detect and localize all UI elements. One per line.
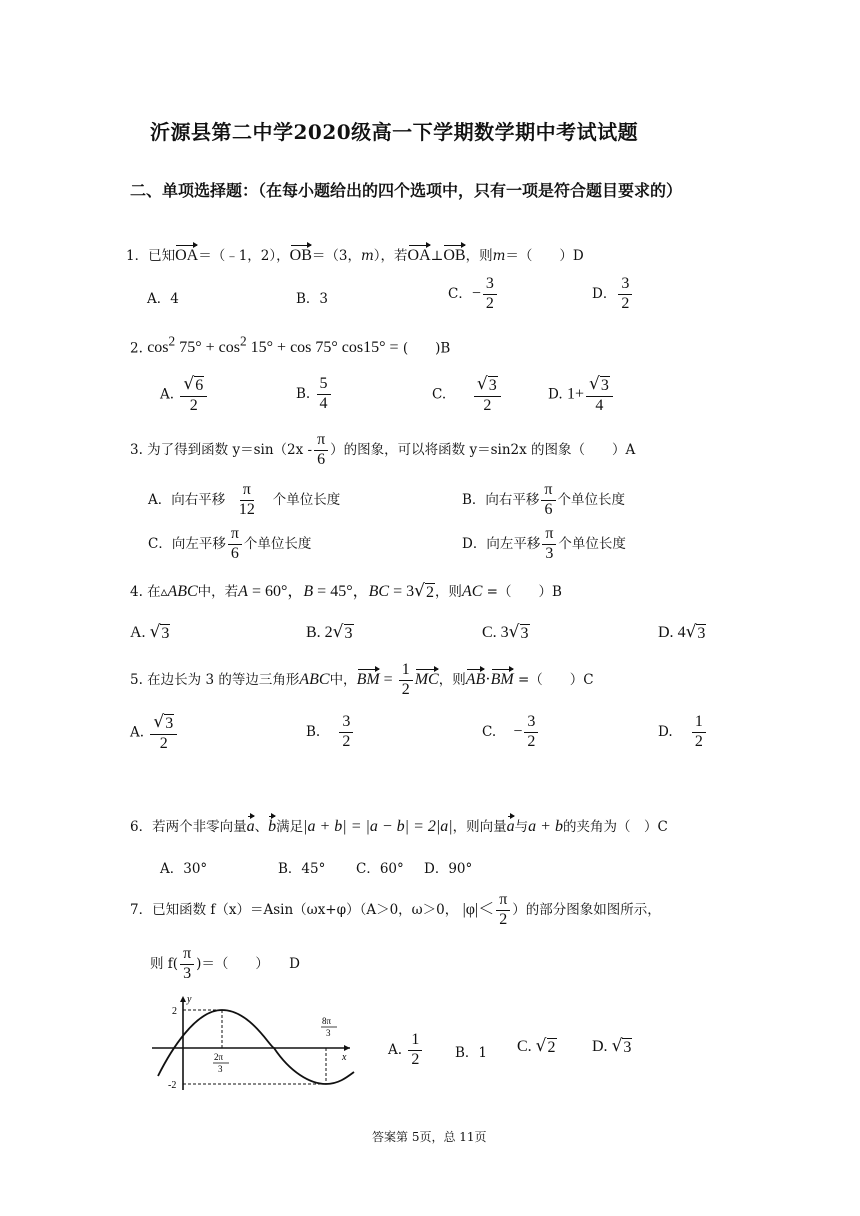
numerator: 1 xyxy=(408,1032,422,1051)
angle: 75° xyxy=(179,339,202,357)
radicand: 3 xyxy=(165,715,174,732)
option-label: A. xyxy=(130,724,145,741)
denominator: 6 xyxy=(317,450,326,468)
equals: = xyxy=(379,670,397,688)
q1-text: ），若 xyxy=(373,248,408,264)
vector-ob: OB xyxy=(290,243,312,265)
y-min-label: -2 xyxy=(168,1080,177,1091)
denominator: 2 xyxy=(189,396,198,414)
q2-option-d xyxy=(548,376,615,414)
one-plus: 1+ xyxy=(566,385,584,403)
q2-answer: ( )B xyxy=(402,340,451,357)
q4-option-b: B. 2 √ 3 xyxy=(306,622,353,642)
q6-option-c: C．60° xyxy=(356,861,404,877)
question-5 xyxy=(130,662,594,699)
condition-expression: |a + b| = |a − b| = 2|a| xyxy=(303,818,453,835)
angle: 15° xyxy=(250,339,274,357)
fraction: √ 3 4 xyxy=(586,376,613,414)
q3-option-d xyxy=(462,526,626,563)
numerator: 3 xyxy=(618,276,632,295)
denominator: 2 xyxy=(485,294,494,312)
fraction xyxy=(317,376,331,413)
denominator: 2 xyxy=(342,732,351,750)
option-label: B. xyxy=(306,723,321,740)
var-b: B xyxy=(303,583,314,600)
triangle-symbol: ▵ xyxy=(160,584,168,600)
option-label: D. xyxy=(548,386,563,403)
q7-option-b: B．1 xyxy=(455,1045,488,1061)
coefficient: 4 xyxy=(677,624,686,641)
denominator: 6 xyxy=(230,544,239,562)
fraction xyxy=(339,714,353,751)
option-label: D. xyxy=(658,723,673,740)
fraction xyxy=(618,276,632,313)
fraction: √ 6 2 xyxy=(180,376,207,414)
vector-oa: OA xyxy=(175,243,198,265)
radicand: 2 xyxy=(425,584,434,601)
page-footer: 答案第 5页，总 11页 xyxy=(372,1130,487,1144)
fraction xyxy=(524,714,538,751)
x-tick-2pi3-num: 2π xyxy=(214,1052,224,1062)
var-a: A xyxy=(238,583,248,600)
q2-option-a xyxy=(160,376,209,414)
q3-option-a xyxy=(148,482,340,519)
denominator: 2 xyxy=(401,680,410,698)
vector-oa: OA xyxy=(408,243,431,265)
exponent: 2 xyxy=(168,334,176,349)
vector-a: a xyxy=(507,814,515,836)
option-label: D．向左平移 xyxy=(462,535,541,552)
question-3 xyxy=(130,432,635,469)
numerator: 3 xyxy=(524,714,538,733)
dot: · xyxy=(485,670,491,688)
perp-symbol: ⊥ xyxy=(430,248,444,264)
vector-mc: MC xyxy=(415,667,439,689)
section-heading: 二、单项选择题：（在每小题给出的四个选项中，只有一项是符合题目要求的） xyxy=(130,181,683,200)
denominator: 2 xyxy=(411,1050,420,1068)
q4-text: 4. 在 xyxy=(130,584,161,600)
minus-sign: − xyxy=(471,284,481,302)
denominator: 3 xyxy=(183,964,192,982)
option-label: C. xyxy=(432,386,447,403)
cos-fn: cos xyxy=(147,339,169,357)
fraction xyxy=(541,482,555,519)
fraction xyxy=(496,892,510,929)
cos15: cos15° xyxy=(341,339,386,357)
denominator: 6 xyxy=(544,500,553,518)
option-label: D. xyxy=(592,1038,608,1055)
question-4: 4. 在▵ABC中，若A = 60°，B = 45°，BC = 3 √ 2 ，则AC =（ ）B xyxy=(130,581,562,601)
q1-text: ＝（﹣1，2）， xyxy=(198,248,290,264)
q7-answer: )＝（ ） D xyxy=(196,955,300,972)
y-label: y xyxy=(187,994,192,1005)
phi-condition: |φ|＜ xyxy=(462,900,495,918)
question-6 xyxy=(130,814,668,836)
numerator: π xyxy=(314,432,328,451)
fraction: √ 3 2 xyxy=(474,376,501,414)
q1-option-a: A．4 xyxy=(147,291,179,307)
q6-answer: 的夹角为（ ）C xyxy=(562,819,668,835)
vector-b: b xyxy=(268,814,276,836)
q6-option-b: B．45° xyxy=(278,861,326,877)
option-text: 个单位长度 xyxy=(557,491,625,508)
q5-option-a xyxy=(130,714,179,752)
denominator: 4 xyxy=(595,396,604,414)
option-label: A. xyxy=(130,624,146,641)
x-axis-arrow xyxy=(344,1045,350,1051)
numerator: 3 xyxy=(339,714,353,733)
q3-text: ）的图象，可以将函数 y＝sin2x 的图象（ ）A xyxy=(330,441,636,458)
q4-answer: =（ ）B xyxy=(482,584,562,600)
fraction xyxy=(692,714,706,751)
q1-answer: ＝（ ）D xyxy=(505,248,584,264)
q1-text: ＝（3， xyxy=(311,248,361,264)
denominator: 4 xyxy=(319,394,328,412)
question-1 xyxy=(126,243,584,265)
minus-sign: − xyxy=(513,722,523,740)
exponent: 2 xyxy=(239,334,247,349)
question-2 xyxy=(130,334,450,357)
numerator: 3 xyxy=(483,276,497,295)
q4-option-d: D. 4 √ 3 xyxy=(658,622,706,642)
q5-option-b xyxy=(306,714,355,751)
vector-a: a xyxy=(247,814,255,836)
option-label: C. xyxy=(482,723,497,740)
q4-option-c: C. 3 √ 3 xyxy=(482,622,529,642)
fraction xyxy=(408,1032,422,1069)
fraction xyxy=(236,482,258,519)
radicand: 3 xyxy=(600,377,609,394)
denominator: 2 xyxy=(499,910,508,928)
q1-prefix: 1．已知 xyxy=(126,248,176,264)
q1-text: ，则 xyxy=(465,248,493,264)
fraction xyxy=(542,526,556,563)
sine-graph xyxy=(150,992,360,1092)
q1-option-c xyxy=(448,276,499,313)
q7-option-c: C. √ 2 xyxy=(517,1036,556,1056)
q7-text: 7．已知函数 f（x）＝Asin（ωx+φ）（A＞0，ω＞0， xyxy=(130,901,459,918)
radicand: 3 xyxy=(488,377,497,394)
q4-option-a: A. √ 3 xyxy=(130,622,170,642)
q4-text: 中，若 xyxy=(197,584,239,600)
plus: + xyxy=(205,339,215,357)
coefficient: 3 xyxy=(500,624,509,641)
numerator: π xyxy=(496,892,510,911)
q1-option-b: B．3 xyxy=(296,291,329,307)
fraction xyxy=(314,432,328,469)
numerator: 1 xyxy=(692,714,706,733)
q6-text: 满足 xyxy=(276,819,304,835)
numerator: π xyxy=(180,946,194,965)
vector-ob: OB xyxy=(443,243,465,265)
q7-text: ）的部分图象如图所示， xyxy=(512,901,661,918)
numerator: π xyxy=(542,526,556,545)
denominator: 2 xyxy=(527,732,536,750)
vector-bm: BM xyxy=(357,667,380,689)
plus: + xyxy=(277,339,287,357)
q2-expression xyxy=(147,334,399,357)
option-label: A．向右平移 xyxy=(148,491,226,508)
sum-vector: a + b xyxy=(528,818,563,835)
q1-option-d xyxy=(592,276,634,313)
var-ac: AC xyxy=(461,583,483,600)
denominator: 2 xyxy=(159,734,168,752)
option-text: 个单位长度 xyxy=(243,535,312,552)
q2-prefix: 2. xyxy=(130,340,143,357)
option-label: D. xyxy=(658,624,674,641)
radicand: 3 xyxy=(697,625,706,642)
q2-option-b xyxy=(296,376,333,413)
option-label: C． xyxy=(448,285,472,302)
var-abc: ABC xyxy=(299,670,330,688)
denominator: 2 xyxy=(621,294,630,312)
option-label: C. xyxy=(482,624,497,641)
option-text: 个单位长度 xyxy=(272,491,341,508)
q3-option-c xyxy=(148,526,311,563)
denominator: 12 xyxy=(238,500,255,518)
option-label: A. xyxy=(160,386,175,403)
bc-value: = 3 xyxy=(389,583,415,600)
vector-ab: AB xyxy=(466,667,486,689)
angle-b: = 45°， xyxy=(313,583,369,600)
q5-answer: =（ ）C xyxy=(513,671,594,688)
question-7-line2 xyxy=(150,946,300,983)
var-m: m xyxy=(492,248,506,264)
q2-option-c xyxy=(432,376,503,414)
var-m: m xyxy=(360,248,374,264)
fraction: √ 3 2 xyxy=(150,714,177,752)
separator: 、 xyxy=(254,819,269,835)
numerator: 1 xyxy=(399,662,413,681)
x-tick-8pi3-den: 3 xyxy=(326,1028,331,1038)
q7-text: 则 f( xyxy=(150,955,179,972)
radicand: 2 xyxy=(547,1039,556,1056)
radicand: 3 xyxy=(520,625,529,642)
equals: = xyxy=(389,339,399,357)
q6-text: ，则向量 xyxy=(452,819,507,835)
radicand: 6 xyxy=(195,377,204,394)
denominator: 3 xyxy=(545,544,554,562)
var-bc: BC xyxy=(368,583,390,600)
q3-text: 3. 为了得到函数 y＝sin（2x - xyxy=(130,441,313,458)
numerator: π xyxy=(240,482,254,501)
q6-text: 6．若两个非零向量 xyxy=(130,819,247,835)
coefficient: 2 xyxy=(324,624,333,641)
page-title: 沂源县第二中学2020级高一下学期数学期中考试试题 xyxy=(150,120,639,144)
option-label: D． xyxy=(592,285,617,302)
angle: 75° xyxy=(315,339,338,357)
angle-a: = 60°， xyxy=(247,583,304,600)
option-label: B．向右平移 xyxy=(462,491,540,508)
option-label: C．向左平移 xyxy=(148,535,226,552)
fraction xyxy=(180,946,194,983)
denominator: 2 xyxy=(694,732,703,750)
option-label: B. xyxy=(306,624,321,641)
cos-fn: cos xyxy=(218,339,240,357)
cos-fn: cos xyxy=(290,339,312,357)
x-tick-8pi3-num: 8π xyxy=(322,1016,332,1026)
option-label: A. xyxy=(388,1041,403,1058)
radicand: 3 xyxy=(344,625,353,642)
fraction xyxy=(228,526,242,563)
numerator: π xyxy=(228,526,242,545)
fraction xyxy=(399,662,413,699)
x-label: x xyxy=(342,1052,347,1063)
x-tick-2pi3-den: 3 xyxy=(218,1064,223,1074)
y-max-label: 2 xyxy=(172,1006,177,1017)
vector-bm: BM xyxy=(491,667,514,689)
question-7 xyxy=(130,892,661,929)
numerator: π xyxy=(541,482,555,501)
q5-option-c xyxy=(482,714,540,751)
q7-option-a xyxy=(388,1032,424,1069)
option-label: B. xyxy=(296,385,311,402)
q5-text: 5. 在边长为 3 的等边三角形 xyxy=(130,671,300,688)
q6-option-d: D．90° xyxy=(424,861,473,877)
q6-text: 与 xyxy=(514,819,529,835)
var-abc: ABC xyxy=(167,583,198,600)
radicand: 3 xyxy=(161,625,170,642)
q5-text: ，则 xyxy=(438,671,466,688)
y-axis-arrow xyxy=(180,996,186,1002)
fraction xyxy=(483,276,497,313)
option-label: C. xyxy=(517,1038,532,1055)
option-text: 个单位长度 xyxy=(558,535,626,552)
numerator: 5 xyxy=(317,376,331,395)
denominator: 2 xyxy=(483,396,492,414)
q4-text: ，则 xyxy=(434,584,462,600)
q3-option-b xyxy=(462,482,625,519)
q6-option-a: A．30° xyxy=(160,861,208,877)
q5-option-d xyxy=(658,714,708,751)
q7-option-d: D. √ 3 xyxy=(592,1036,632,1056)
q5-text: 中， xyxy=(329,671,357,688)
radicand: 3 xyxy=(623,1039,632,1056)
